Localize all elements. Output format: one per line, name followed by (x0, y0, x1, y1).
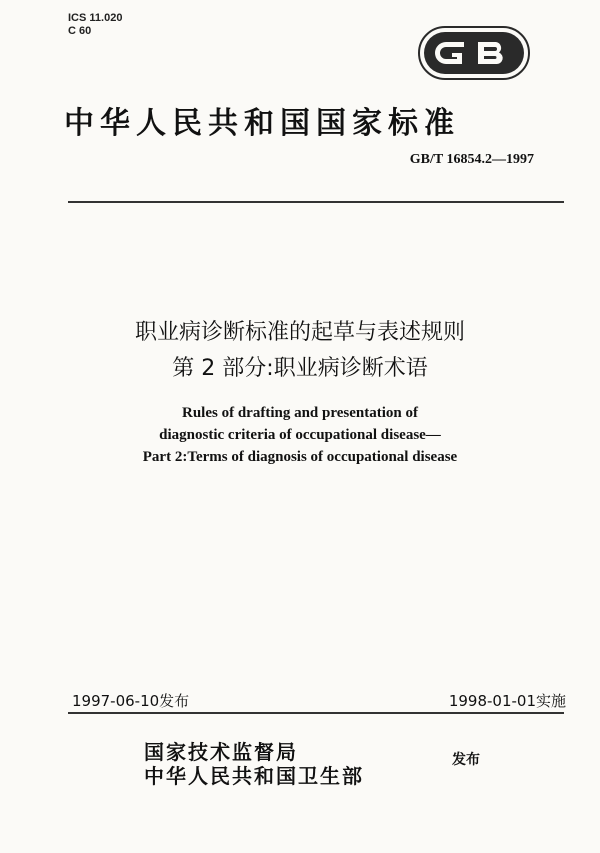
implementation-date: 1998-01-01实施 (448, 692, 566, 710)
english-title (0, 402, 600, 468)
chinese-title-line-1: 职业病诊断标准的起草与表述规则 (134, 320, 465, 345)
issuing-authorities (144, 740, 364, 788)
issuer-2: 中华人民共和国卫生部 (144, 764, 364, 788)
issue-date: 1997-06-10发布 (72, 692, 190, 710)
chinese-title-line-2: 第 2 部分:职业病诊断术语 (172, 356, 428, 381)
english-title-line-1: Rules of drafting and presentation of (182, 405, 418, 421)
ccs-code: C 60 (68, 25, 92, 37)
bottom-divider (68, 712, 564, 714)
english-title-line-2: diagnostic criteria of occupational disease— (159, 427, 441, 443)
issue-action-label: 发布 (452, 752, 480, 768)
top-divider (68, 201, 564, 203)
issuer-1: 国家技术监督局 (144, 740, 298, 764)
ics-code: ICS 11.020 (68, 12, 123, 24)
national-standard-title: 中华人民共和国国家标准 (64, 106, 460, 141)
gb-logo-icon (418, 26, 530, 80)
english-title-line-3: Part 2:Terms of diagnosis of occupational disease (142, 449, 458, 465)
standard-code: GB/T 16854.2—1997 (409, 152, 534, 167)
classification-codes (68, 12, 122, 38)
